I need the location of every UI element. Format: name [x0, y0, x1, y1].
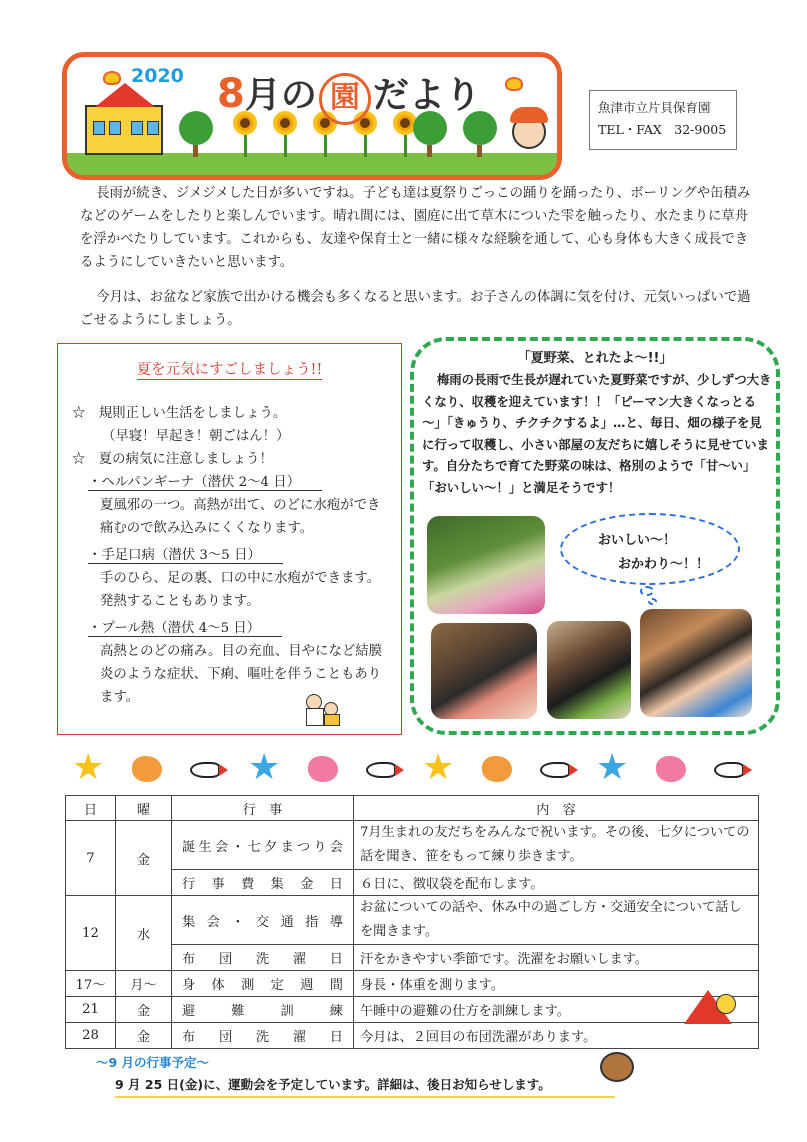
event-content: 午睡中の避難の仕方を訓練します。: [354, 997, 759, 1023]
event-name: 避難訓練: [172, 997, 354, 1023]
event-name: 布団洗濯日: [172, 945, 354, 971]
disease-desc: 夏風邪の一つ。高熱が出て、のどに水疱ができ痛むので飲み込みにくくなります。: [100, 498, 381, 536]
blob-icon: [656, 756, 686, 782]
blob-icon: [482, 756, 512, 782]
butterfly-icon: [103, 71, 121, 85]
child-character-icon: [512, 115, 546, 149]
next-month-body: 9 月 25 日(金)に、運動会を予定しています。詳細は、後日お知らせします。: [115, 1077, 551, 1092]
health-box: [57, 343, 402, 735]
table-row: [66, 896, 759, 945]
photo-child-eating: [431, 623, 537, 719]
tree-icon: [179, 111, 213, 157]
event-dow: 水: [116, 896, 172, 971]
title-month: 8: [217, 71, 245, 117]
bubble-dot: [640, 586, 654, 596]
speech-bubble: [560, 513, 740, 585]
event-name: 行事費集金日: [172, 870, 354, 896]
event-content: 7月生まれの友だちをみんなで祝います。その後、七夕についての話を聞き、笹をもって練り歩きます。: [354, 821, 759, 870]
event-day: 28: [66, 1023, 116, 1049]
bubble-dot: [648, 598, 657, 605]
fish-icon: [366, 762, 396, 778]
event-name: 布団洗濯日: [172, 1023, 354, 1049]
event-day: 21: [66, 997, 116, 1023]
health-item-1: ☆ 規則正しい生活をしましょう。: [72, 406, 287, 421]
fish-icon: [714, 762, 744, 778]
bubble-text-2: おかわり～！！: [618, 557, 710, 572]
event-dow: 金: [116, 997, 172, 1023]
event-day: 12: [66, 896, 116, 971]
photo-child-eating: [547, 621, 631, 719]
table-row: [66, 821, 759, 870]
header-banner: [62, 52, 562, 180]
table-row: [66, 997, 759, 1023]
event-dow: 月～: [116, 971, 172, 997]
table-header-row: [66, 796, 759, 821]
event-dow: 金: [116, 821, 172, 896]
disease-name: ・手足口病（潜伏 3～5 日）: [88, 544, 283, 563]
bubble-text-1: おいしい～！: [598, 533, 677, 548]
org-tel: TEL・FAX 32-9005: [598, 122, 727, 137]
year-label: 2020: [131, 65, 184, 87]
veg-text: 梅雨の長雨で生長が遅れていた夏野菜ですが、少しずつ大きくなり、収穫を迎えています！！「ピーマン大きくなっとる～」「きゅうり、チクチクするよ」…と、毎日、畑の様子を見に行って収穫し、小さい部屋の友だちに嬉しそうに見せています。自分たちで育てた野菜の味は、格別のようで「甘～い」「おいしい～！」と満足そうです！: [422, 372, 772, 495]
star-icon: ★: [596, 747, 629, 788]
doctor-child-illustration: [306, 694, 340, 726]
org-name: 魚津市立片貝保育園: [598, 100, 711, 115]
star-icon: ★: [422, 747, 455, 788]
table-row: [66, 1023, 759, 1049]
next-month-title: ～9 月の行事予定～: [96, 1055, 210, 1070]
title-kanji: 園: [319, 73, 371, 125]
disease-desc: 手のひら、足の裏、口の中に水疱ができます。発熱することもあります。: [100, 571, 381, 609]
health-title: 夏を元気にすごしましょう!!: [136, 362, 323, 378]
fish-icon: [190, 762, 220, 778]
health-item-1-sub: （早寝！早起き！朝ごはん！）: [102, 429, 290, 444]
event-name: 誕生会・七夕まつり会: [172, 821, 354, 870]
event-name: 身体測定週間: [172, 971, 354, 997]
star-icon: ★: [248, 747, 281, 788]
butterfly-icon: [505, 77, 523, 91]
veg-title: 「夏野菜、とれたよ～!!」: [517, 351, 673, 366]
org-info: [589, 90, 737, 150]
fish-icon: [540, 762, 570, 778]
photo-child-with-vegetables: [427, 516, 545, 614]
events-table: [65, 795, 759, 1049]
bear-icon: [600, 1052, 634, 1082]
title-part-b: だより: [372, 75, 481, 116]
event-content: 今月は、２回目の布団洗濯があります。: [354, 1023, 759, 1049]
event-content: ６日に、徴収袋を配布します。: [354, 870, 759, 896]
footer-line: [115, 1096, 615, 1098]
star-icon: ★: [72, 747, 105, 788]
blob-icon: [308, 756, 338, 782]
school-building-icon: [85, 105, 163, 155]
disease-name: ・プール熱（潜伏 4～5 日）: [88, 617, 282, 636]
decoration-row: [72, 747, 752, 790]
event-day: 17～: [66, 971, 116, 997]
event-content: 身長・体重を測ります。: [354, 971, 759, 997]
header-event: 行 事: [172, 796, 354, 821]
newsletter-title: [217, 67, 481, 125]
event-dow: 金: [116, 1023, 172, 1049]
photo-child-eating: [640, 609, 752, 717]
health-item-2: ☆ 夏の病気に注意しましょう！: [72, 452, 273, 467]
intro-paragraph-2: 今月は、お盆など家族で出かける機会も多くなると思います。お子さんの体調に気を付け、元気いっぱいで過ごせるようにしましょう。: [80, 290, 751, 328]
event-day: 7: [66, 821, 116, 896]
title-part-a: 月の: [244, 75, 317, 116]
blob-icon: [132, 756, 162, 782]
disease-name: ・ヘルパンギーナ（潜伏 2～4 日）: [88, 471, 322, 490]
event-content: 汗をかきやすい季節です。洗濯をお願いします。: [354, 945, 759, 971]
event-content: お盆についての話や、休み中の過ごし方・交通安全について話しを聞きます。: [354, 896, 759, 945]
header-dow: 曜: [116, 796, 172, 821]
chick-icon: [716, 994, 736, 1014]
disease-desc: 高熱とのどの痛み。目の充血、目やになど結膜炎のような症状、下痢、嘔吐を伴うこともあります。: [100, 644, 383, 705]
header-content: 内 容: [354, 796, 759, 821]
event-name: 集会・交通指導: [172, 896, 354, 945]
table-row: [66, 971, 759, 997]
header-day: 日: [66, 796, 116, 821]
intro-paragraph-1: 長雨が続き、ジメジメした日が多いですね。子ども達は夏祭りごっこの踊りを踊ったり、ボーリングや缶積みなどのゲームをしたりと楽しんでいます。晴れ間には、園庭に出て草木についた雫を触ったり、水たまりに草舟を浮かべたりしています。これからも、友達や保育士と一緒に様々な経験を通して、心も身体も大きく成長できるようにしていきたいと思います。: [80, 186, 751, 270]
